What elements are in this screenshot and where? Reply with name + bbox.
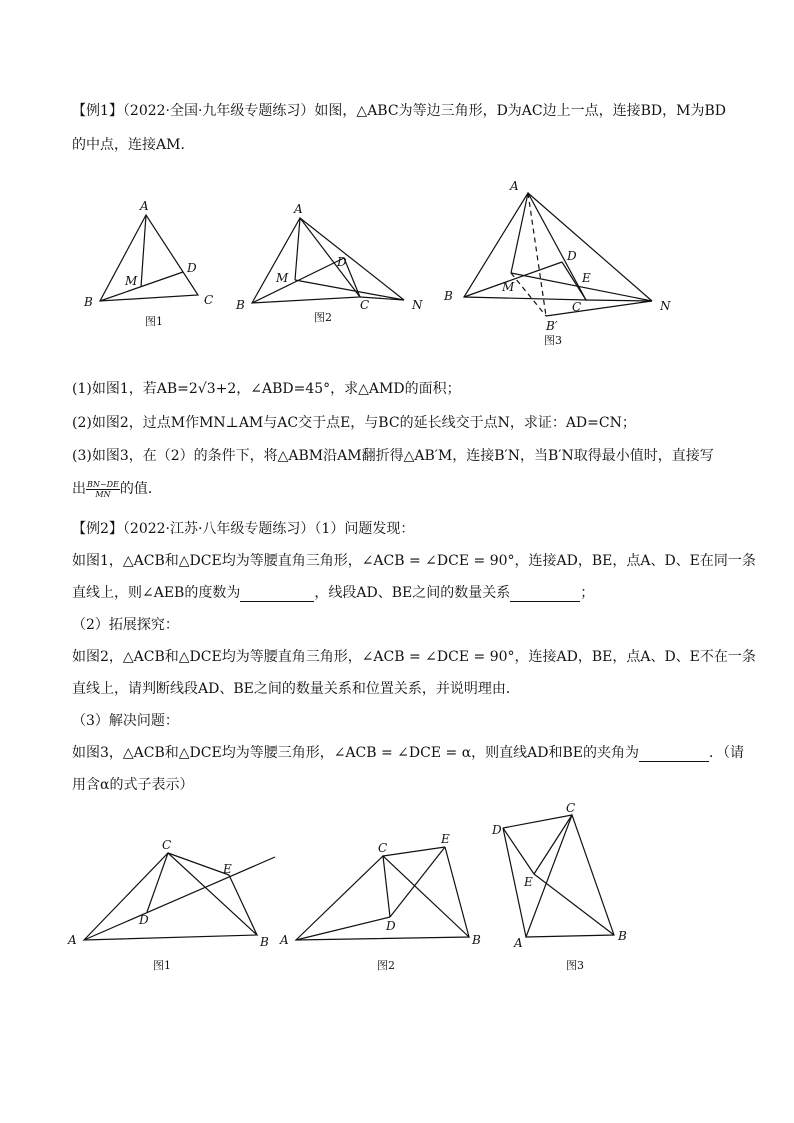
q3-fraction-numerator: BN−DE [87,479,119,489]
ex2-line5: 如图2，△ACB和△DCE均为等腰直角三角形，∠ACB = ∠DCE = 90°，连接AD，BE，点A、D、E不在一条 [72,649,756,665]
ex1-f3-label-M: M [502,280,515,294]
ex1-f3-label-C: C [572,300,582,314]
ex2-f1-label-D: D [139,913,149,927]
ex2-f2-label-E: E [441,832,450,846]
ex1-question3a: (3)如图3，在（2）的条件下，将△ABM沿AM翻折得△AB′M，连接B′N，当B′N取得最小值时，直接写 [72,448,714,464]
ex2-f1-caption: 图1 [153,959,171,972]
ex1-f1-label-D: D [187,261,197,275]
ex2-f2-label-D: D [386,919,396,933]
ex2-line6: 直线上，请判断线段AD、BE之间的数量关系和位置关系，并说明理由． [72,681,520,697]
ex2-f3-caption: 图3 [566,959,584,972]
ex1-f1-caption: 图1 [145,315,163,328]
ex1-f2-label-A: A [294,202,303,216]
ex1-f3-label-Bp: B′ [546,319,558,333]
ex2-f3-label-E: E [524,875,533,889]
ex1-f1-label-B: B [84,295,93,309]
ex1-f3-caption: 图3 [544,334,562,347]
ex1-f2-label-N: N [412,298,423,312]
segment-dc [503,815,572,828]
ex1-f1-label-A: A [140,199,149,213]
ex2-figure1 [84,853,275,940]
triangle-acb [526,815,614,937]
ex1-f2-label-C: C [360,298,370,312]
ex1-f2-label-M: M [276,271,289,285]
ex2-f2-label-C: C [378,841,388,855]
ex2-line8a: 如图3，△ACB和△DCE均为等腰三角形，∠ACB = ∠DCE = α，则直线AD和BE的夹角为 [72,745,639,761]
ex1-f2-label-D: D [337,255,347,269]
ex2-f2-label-B: B [472,933,481,947]
ex2-f3-label-B: B [618,929,627,943]
ex2-figure2 [296,847,469,940]
ex2-f1-label-E: E [223,862,232,876]
ex1-line2: 的中点，连接AM． [72,137,195,153]
ex2-f1-label-C: C [162,838,172,852]
ex1-question1: (1)如图1，若AB=2√3+2，∠ABD=45°，求△AMD的面积； [72,381,461,397]
ex2-line3a: 直线上，则∠AEB的度数为 [72,585,241,601]
ex2-line9: 用含α的式子表示） [72,777,194,793]
line-ade-extended [84,857,275,940]
q3-fraction-denominator: MN [95,489,111,499]
segment-ce [168,853,229,875]
segment-eb [445,847,469,937]
ex1-f3-label-D: D [567,249,577,263]
ex2-f1-label-A: A [68,933,77,947]
ex2-line3b: ，线段AD、BE之间的数量关系 [314,585,511,601]
segment-eb [534,874,614,935]
ex2-f3-label-C: C [566,801,576,815]
q3-suffix: 的值． [119,481,162,497]
ex2-line8b: ．（请 [709,745,744,761]
ex1-line1: 【例1】（2022·全国·九年级专题练习）如图，△ABC为等边三角形，D为AC边上一点，连接BD，M为BD [72,103,726,119]
triangle-acb [296,856,469,940]
ex1-f2-label-B: B [236,298,245,312]
ex2-line3c: ； [580,585,595,601]
ex1-f2-caption: 图2 [314,311,332,324]
segment-eb [229,875,257,935]
ex1-f1-label-C: C [204,293,214,307]
ex1-f3-label-A: A [510,179,519,193]
ex2-figure3 [503,815,614,937]
ex1-question2: (2)如图2，过点M作MN⊥AM与AC交于点E，与BC的延长线交于点N，求证：AD=CN； [72,415,636,431]
ex1-f3-label-B: B [444,289,453,303]
segment-cd [147,853,168,912]
q3-prefix: 出 [72,481,86,497]
ex2-f3-label-A: A [514,936,523,950]
ex2-f1-label-B: B [260,935,269,949]
ex2-f2-caption: 图2 [377,959,395,972]
ex2-line7: （3）解决问题： [72,713,179,729]
ex1-f3-label-E: E [582,271,591,285]
ex2-f3-label-D: D [492,823,502,837]
ex1-f3-label-N: N [660,299,671,313]
ex2-f2-label-A: A [280,933,289,947]
ex2-line2: 如图1，△ACB和△DCE均为等腰直角三角形，∠ACB = ∠DCE = 90°，连接AD，BE，点A、D、E在同一条 [72,553,756,569]
ex2-line4: （2）拓展探究： [72,617,179,633]
ex2-line1: 【例2】（2022·江苏·八年级专题练习）（1）问题发现： [72,521,415,537]
segment-ce [383,847,445,856]
ex1-f1-label-M: M [125,274,138,288]
segment-ad [296,917,390,940]
segment-cd [383,856,390,917]
